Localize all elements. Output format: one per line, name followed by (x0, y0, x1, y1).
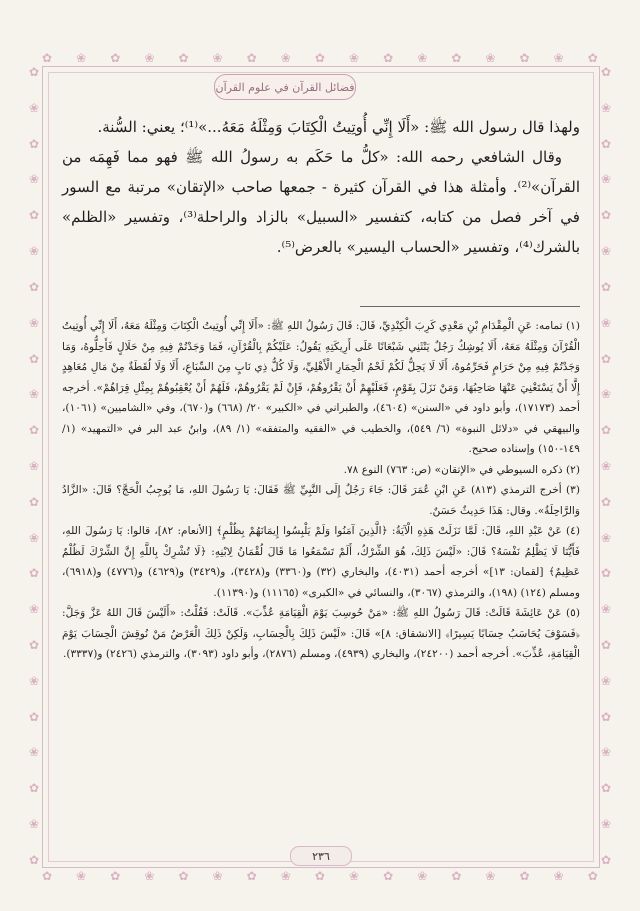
left-ornament-border: ✿ ❀ ✿ ❀ ✿ ❀ ✿ ❀ ✿ ❀ ✿ ❀ ✿ ❀ ✿ ❀ ✿ ❀ ✿ ❀ ✿ ❀ ✿ (28, 65, 40, 867)
main-paragraph-2: وقال الشافعي رحمه الله: «كلُّ ما حَكَم به رسولُ الله ﷺ فهو مما فَهِمَه من القرآن»⁽²⁾. وأمثلة هذا في القرآن كثيرة - جمعها صاحب «الإتقان» مرتبة مع السور في آخر فصل من كتابه، كتفسير «السبيل» بالزاد والراحلة⁽³⁾، وتفسير «الظلم» بالشرك⁽⁴⁾، وتفسير «الحساب اليسير» بالعرض⁽⁵⁾. (62, 148, 580, 256)
footnotes (62, 316, 580, 665)
page-number-badge (290, 846, 352, 866)
top-ornament-border: ✿ ❀ ✿ ❀ ✿ ❀ ✿ ❀ ✿ ❀ ✿ ❀ ✿ ❀ ✿ ❀ ✿ (42, 51, 598, 65)
footnote-1: (١) تمامه: عَنِ الْمِقْدَامِ بْنِ مَعْدِي كَرِبَ الْكِنْدِيِّ، قَالَ: قَالَ رَسُولُ اللهِ ﷺ: «أَلَا إِنِّي أُوتِيتُ الْكِتَابَ وَمِثْلَهُ مَعَهُ، أَلَا إِنِّي أُوتِيتُ الْقُرْآنَ وَمِثْلَهُ مَعَهُ، أَلَا يُوشِكُ رَجُلٌ يَنْثَنِي شَبْعَانًا عَلَى أَرِيكَتِهِ يَقُولُ: عَلَيْكُمْ بِالْقُرْآنِ، فَمَا وَجَدْتُمْ فِيهِ مِنْ حَلَالٍ فَأَحِلُّوهُ، وَمَا وَجَدْتُمْ فِيهِ مِنْ حَرَامٍ فَحَرِّمُوهُ، أَلَا لَا يَحِلُّ لَكُمْ لَحْمُ الْحِمَارِ الْأَهْلِيِّ، وَلَا كُلُّ ذِي نَابٍ مِنَ السِّبَاعِ، أَلَا وَلَا لُقَطَةٌ مِنْ مَالِ مُعَاهِدٍ إِلَّا أَنْ يَسْتَغْنِيَ عَنْهَا صَاحِبُهَا، وَمَنْ نَزَلَ بِقَوْمٍ، فَعَلَيْهِمْ أَنْ يَقْرُوهُمْ، فَإِنْ لَمْ يَقْرُوهُمْ، فَلَهُمْ أَنْ يُعْقِبُوهُمْ بِمِثْلِ قِرَاهُمْ». أخرجه أحمد (١٧١٧٣)، وأبو داود في «السنن» (٤٦٠٤)، والطبراني في «الكبير» ٢٠/ (٦٦٨) و(٦٧٠)، وفي «الشاميين» (١٠٦١)، والبيهقي في «دلائل النبوة» (٦/ ٥٤٩)، والخطيب في «الفقيه والمتفقه» (١/ ٨٩)، وابنُ عبد البر في «التمهيد» (١/ ١٤٩-١٥٠) وإسناده صحيح. (62, 320, 580, 455)
running-header (214, 74, 356, 100)
main-text (62, 112, 580, 262)
page-number: ٢٣٦ (312, 849, 330, 863)
footnote-3: (٣) أخرج الترمذي (٨١٣) عَنِ ابْنِ عُمَرَ قَالَ: جَاءَ رَجُلٌ إِلَى النَّبِيِّ ﷺ فَقَالَ: يَا رَسُولَ اللهِ، مَا يُوجِبُ الْحَجَّ؟ قَالَ: «الزَّادُ وَالرَّاحِلَةُ». وقال: هَذَا حَدِيثٌ حَسَنٌ. (62, 484, 580, 517)
footnote-5: (٥) عَنْ عَائِشَةَ قَالَتْ: قَالَ رَسُولُ اللهِ ﷺ: «مَنْ حُوسِبَ يَوْمَ الْقِيَامَةِ عُذِّبَ». قَالَتْ: فَقُلْتُ: «أَلَيْسَ قَالَ اللهُ عَزَّ وَجَلَّ: ﴿فَسَوْفَ يُحَاسَبُ حِسَابًا يَسِيرًا﴾ [الانشقاق: ٨]» قَالَ: «لَيْسَ ذَلِكَ بِالْحِسَابِ، وَلَكِنْ ذَلِكَ الْعَرْضُ مَنْ نُوقِشَ الْحِسَابَ يَوْمَ الْقِيَامَةِ، عُذِّبَ». أخرجه أحمد (٢٤٢٠٠)، والبخاري (٤٩٣٩)، ومسلم (٢٨٧٦)، وأبو داود (٣٠٩٣)، والترمذي (٢٤٢٦) و(٣٣٣٧). (62, 607, 580, 660)
running-header-title: فضائل القرآن في علوم القرآن (215, 80, 355, 94)
main-paragraph-1: ولهذا قال رسول الله ﷺ: «أَلَا إِنِّي أُوتِيتُ الْكِتَابَ وَمِثْلَهُ مَعَهُ...»⁽¹⁾؛ يعني: السُّنة. (97, 118, 580, 136)
right-ornament-border: ✿ ❀ ✿ ❀ ✿ ❀ ✿ ❀ ✿ ❀ ✿ ❀ ✿ ❀ ✿ ❀ ✿ ❀ ✿ ❀ ✿ ❀ ✿ (600, 65, 612, 867)
bottom-ornament-border: ✿ ❀ ✿ ❀ ✿ ❀ ✿ ❀ ✿ ❀ ✿ ❀ ✿ ❀ ✿ ❀ ✿ (42, 869, 598, 883)
footnote-2: (٢) ذكره السيوطي في «الإتقان» (ص: ٧٦٣) النوع ٧٨. (343, 463, 580, 476)
footnote-separator (360, 306, 580, 307)
footnote-4: (٤) عَنْ عَبْدِ اللهِ، قَالَ: لَمَّا نَزَلَتْ هَذِهِ الْآيَةُ: ﴿الَّذِينَ آمَنُوا وَلَمْ يَلْبِسُوا إِيمَانَهُمْ بِظُلْمٍ﴾ [الأنعام: ٨٢]، قالوا: يَا رَسُولَ اللهِ، فَأَيُّنَا لَا يَظْلِمُ نَفْسَهُ؟ قَالَ: «لَيْسَ ذَلِكَ، هُوَ الشِّرْكُ، أَلَمْ تَسْمَعُوا مَا قَالَ لُقْمَانُ لِابْنِهِ: ﴿لَا تُشْرِكْ بِاللَّهِ إِنَّ الشِّرْكَ لَظُلْمٌ عَظِيمٌ﴾ [لقمان: ١٣]» أخرجه أحمد (٤٠٣١)، والبخاري (٣٢) و(٣٣٦٠) و(٣٤٢٨)، و(٣٤٢٩) و(٤٦٢٩) و(٤٧٧٦) و(٦٩١٨)، ومسلم (١٢٤) (١٩٨)، والترمذي (٣٠٦٧)، والنسائي في «الكبرى» (١١١٦٥) و(١١٣٩٠). (62, 525, 581, 599)
